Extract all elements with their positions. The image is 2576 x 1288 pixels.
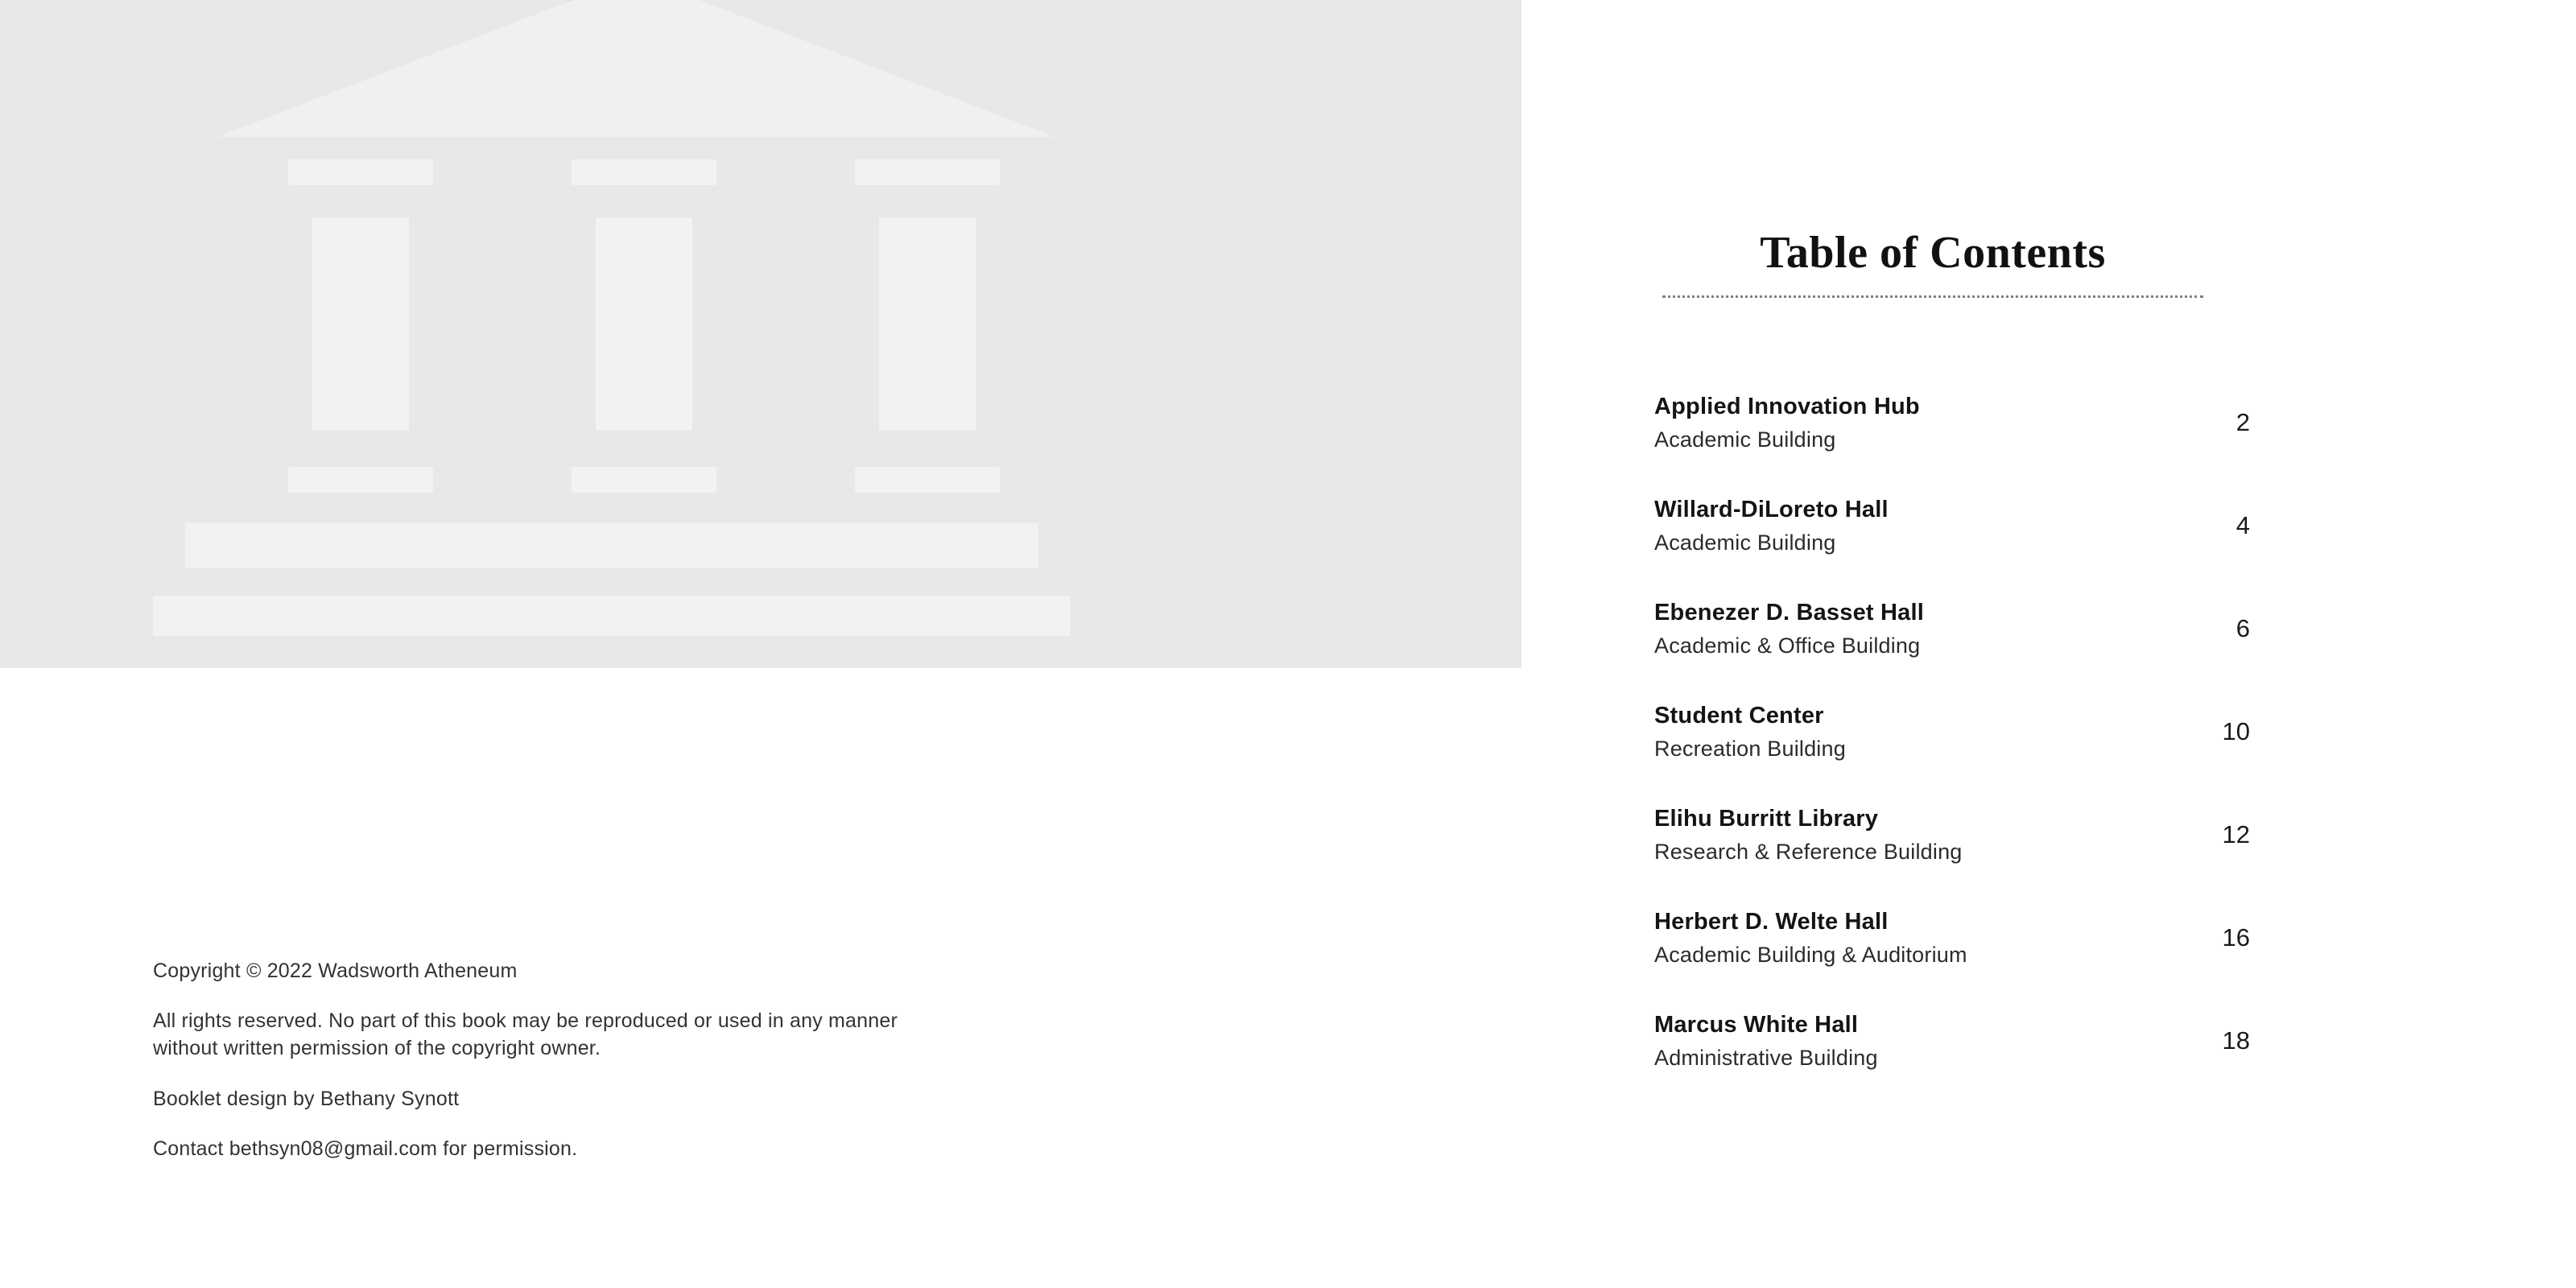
copyright-line-2: All rights reserved. No part of this book may be reproduced or used in any manner without written permission of the copyright owner.: [153, 1009, 898, 1059]
toc-entry-subtitle: Academic & Office Building: [1654, 634, 1921, 658]
toc-entry[interactable]: [1654, 693, 2250, 796]
toc-entry-page: 16: [2222, 923, 2250, 952]
toc-entry[interactable]: [1654, 1002, 2250, 1105]
toc-entry-name: Willard-DiLoreto Hall: [1654, 497, 1889, 522]
toc-entry-subtitle: Research & Reference Building: [1654, 840, 1963, 864]
toc-entry-page: 12: [2222, 820, 2250, 848]
toc-entry-subtitle: Academic Building: [1654, 427, 1836, 452]
building-pediment: [217, 0, 1055, 137]
toc-entry[interactable]: [1654, 487, 2250, 590]
page-title: Table of Contents: [1760, 228, 2106, 278]
toc-entry-name: Student Center: [1654, 703, 1824, 729]
toc-entry-name: Marcus White Hall: [1654, 1012, 1859, 1038]
column-capital-right: [855, 159, 1000, 185]
copyright-line-1: Copyright © 2022 Wadsworth Atheneum: [153, 960, 518, 982]
column-capital-center: [572, 159, 716, 185]
toc-entry-page: 6: [2235, 614, 2250, 642]
toc-entry-page: 18: [2222, 1026, 2250, 1055]
toc-entry[interactable]: [1654, 796, 2250, 899]
building-plinth-upper: [185, 523, 1038, 568]
copyright-line-4: Contact bethsyn08@gmail.com for permission.: [153, 1137, 578, 1160]
toc-entry-name: Ebenezer D. Basset Hall: [1654, 600, 1925, 625]
toc-entry[interactable]: [1654, 384, 2250, 487]
copyright-line-3: Booklet design by Bethany Synott: [153, 1088, 460, 1111]
column-capital-left: [288, 159, 433, 185]
toc-entry-subtitle: Administrative Building: [1654, 1046, 1878, 1070]
toc-entry-subtitle: Academic Building: [1654, 530, 1836, 555]
toc-entry-name: Applied Innovation Hub: [1654, 394, 1920, 419]
column-base-right: [855, 467, 1000, 493]
column-base-center: [572, 467, 716, 493]
column-right: [879, 217, 976, 431]
column-base-left: [288, 467, 433, 493]
column-left: [312, 217, 409, 431]
toc-entry-subtitle: Recreation Building: [1654, 737, 1846, 761]
toc-entry[interactable]: [1654, 590, 2250, 693]
table-of-contents-list: [1654, 384, 2250, 1105]
table-of-contents-card: [1521, 171, 2344, 1288]
toc-entry-name: Elihu Burritt Library: [1654, 806, 1879, 832]
toc-entry-page: 10: [2222, 717, 2250, 745]
toc-entry-name: Herbert D. Welte Hall: [1654, 909, 1889, 935]
toc-entry-page: 4: [2235, 511, 2250, 539]
classical-building-icon: [185, 0, 1079, 668]
toc-entry-subtitle: Academic Building & Auditorium: [1654, 943, 1967, 967]
building-plinth-lower: [153, 596, 1071, 636]
toc-entry-page: 2: [2235, 408, 2250, 436]
title-divider: [1662, 293, 2203, 298]
copyright-block: [153, 958, 926, 1186]
column-center: [596, 217, 692, 431]
toc-entry[interactable]: [1654, 899, 2250, 1002]
